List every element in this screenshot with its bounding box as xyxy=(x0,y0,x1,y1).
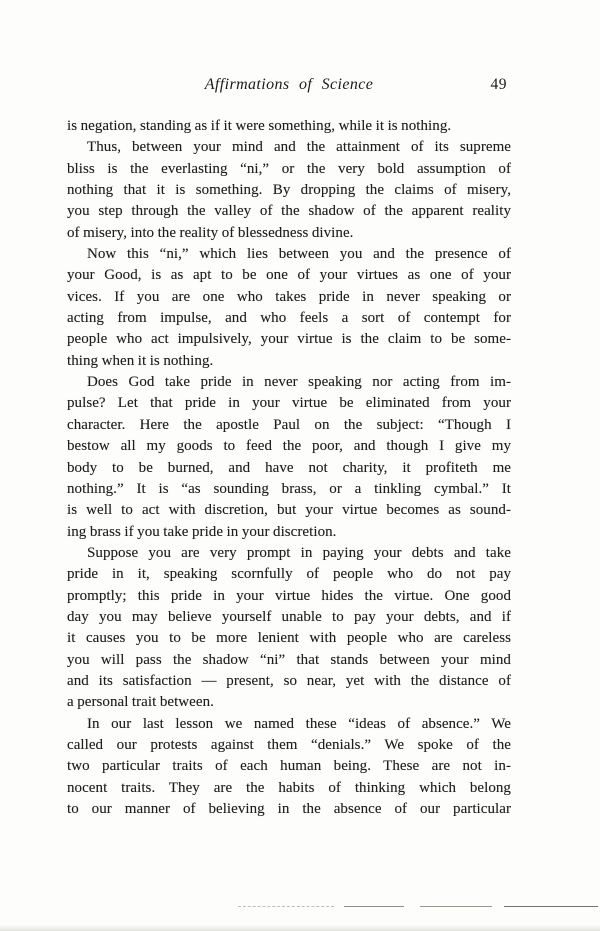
text-line: and its satisfaction — present, so near, yet with the distance of xyxy=(67,672,511,689)
text-line: bliss is the everlasting “ni,” or the very bold assumption of xyxy=(67,160,511,177)
text-line: Does God take pride in never speaking nor acting from im- xyxy=(87,374,511,391)
page-number: 49 xyxy=(490,76,507,93)
text-line: to our manner of believing in the absence of our particular xyxy=(67,801,511,817)
text-line: bestow all my goods to feed the poor, and though I give my xyxy=(67,438,511,455)
text-line: nothing that it is something. By dropping the claims of misery, xyxy=(67,182,511,199)
running-head xyxy=(67,76,511,98)
text-line: In our last lesson we named these “ideas of absence.” We xyxy=(87,715,511,732)
text-line: promptly; this pride in your virtue hides the virtue. One good xyxy=(67,587,511,604)
text-line: nothing.” It is “as sounding brass, or a tinkling cymbal.” It xyxy=(67,480,511,497)
artifact-dash-segment xyxy=(344,906,404,907)
text-line: acting from impulse, and who feels a sort of contempt for xyxy=(67,310,511,327)
text-line: of misery, into the reality of blessedness divine. xyxy=(67,224,354,241)
text-line: day you may believe yourself unable to pay your debts, and if xyxy=(67,608,511,625)
page-body-text xyxy=(67,116,511,820)
text-line: you will pass the shadow “ni” that stands between your mind xyxy=(67,651,511,668)
artifact-dash-segment xyxy=(420,906,492,907)
text-line: nocent traits. They are the habits of thinking which belong xyxy=(67,779,511,796)
text-line: is well to act with discretion, but your virtue becomes as sound- xyxy=(67,502,511,519)
running-head-title: Affirmations of Science xyxy=(204,76,374,93)
text-line: you step through the valley of the shadow of the apparent reality xyxy=(67,203,511,220)
text-line: it causes you to be more lenient with people who are careless xyxy=(67,630,511,647)
text-line: character. Here the apostle Paul on the subject: “Though I xyxy=(67,416,511,433)
text-line: ing brass if you take pride in your discretion. xyxy=(67,523,337,540)
text-line: Now this “ni,” which lies between you and the presence of xyxy=(87,246,511,263)
artifact-dash-segment xyxy=(504,906,598,907)
text-line: a personal trait between. xyxy=(67,694,214,711)
page-edge-shadow xyxy=(0,925,600,931)
text-line: vices. If you are one who takes pride in never speaking or xyxy=(67,288,511,305)
text-line: people who act impulsively, your virtue is the claim to be some- xyxy=(67,331,511,348)
text-line: thing when it is nothing. xyxy=(67,352,214,369)
text-line: two particular traits of each human being. These are not in- xyxy=(67,758,511,775)
artifact-dash-segment xyxy=(238,906,334,907)
text-line: pulse? Let that pride in your virtue be eliminated from your xyxy=(67,395,511,412)
text-line: is negation, standing as if it were something, while it is nothing. xyxy=(67,118,452,134)
text-line: called our protests against them “denials.” We spoke of the xyxy=(67,736,511,753)
text-line: Suppose you are very prompt in paying your debts and take xyxy=(87,544,511,561)
text-line: your Good, is as apt to be one of your virtues as one of your xyxy=(67,267,511,284)
text-line: Thus, between your mind and the attainment of its supreme xyxy=(87,139,511,156)
text-line: pride in it, speaking scornfully of people who do not pay xyxy=(67,566,511,583)
text-line: body to be burned, and have not charity, it profiteth me xyxy=(67,459,511,476)
scan-artifact-line xyxy=(238,905,598,908)
